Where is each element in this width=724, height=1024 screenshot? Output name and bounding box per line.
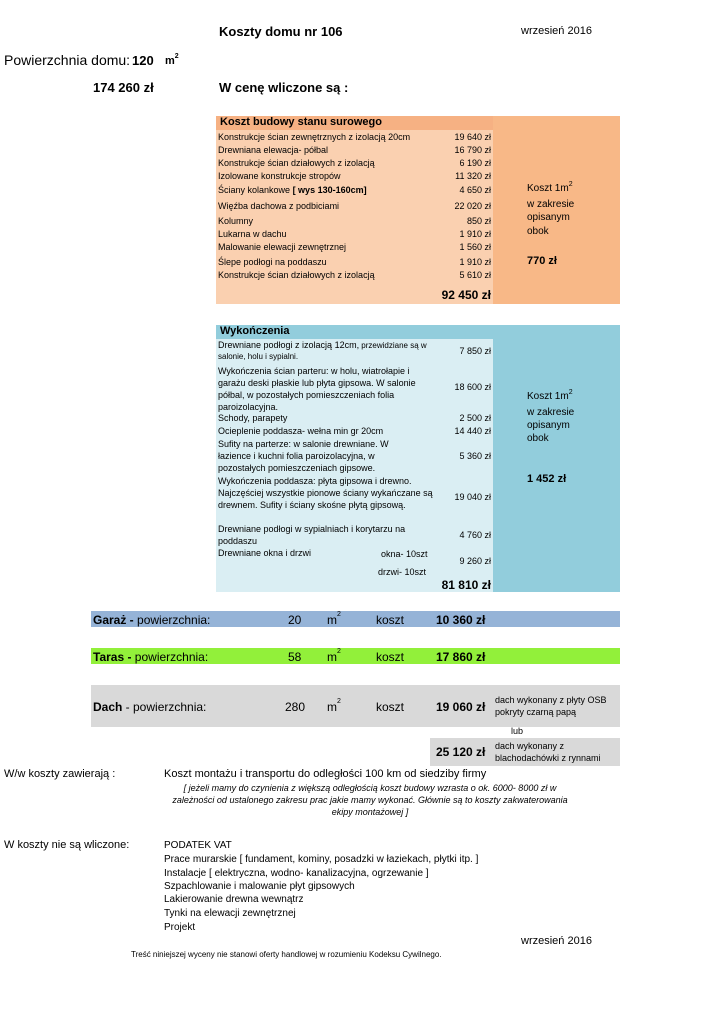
- raw-item-label: Malowanie elewacji zewnętrznej: [218, 242, 347, 252]
- total-price: 174 260 zł: [93, 80, 154, 95]
- excluded-label: W koszty nie są wliczone:: [4, 839, 130, 851]
- footer-disclaimer: Treść niniejszej wyceny nie stanowi oferty handlowej w rozumieniu Kodeksu Cywilnego.: [131, 950, 442, 959]
- finishing-item-value: 19 040 zł: [454, 492, 491, 502]
- roof-area: 280: [285, 700, 306, 714]
- finishing-side-unit-cost-label: Koszt $1m^2$: [527, 389, 573, 402]
- roof-or: lub: [511, 726, 524, 736]
- finishing-item-value: 14 440 zł: [454, 426, 491, 436]
- raw-item-value: 11 320 zł: [455, 171, 491, 181]
- garage-label: Garaż - powierzchnia:: [93, 613, 211, 627]
- area-unit: $m^2$: [165, 53, 179, 67]
- finishing-item-label: Wykończenia ścian parteru: w holu, wiatrołapie i garażu deski płaskie lub płyta gipsowa. W salonie półbal, w pozostałych pomieszczeniach folia paroizolacyjna.: [218, 366, 416, 412]
- header-date: wrzesień 2016: [521, 25, 592, 37]
- finishing-side-price: 1 452 zł: [527, 473, 567, 485]
- raw-item-label: Więźba dachowa z podbiciami: [218, 201, 340, 211]
- finishing-side-text: w zakresie: [527, 407, 575, 418]
- raw-state-heading: Koszt budowy stanu surowego: [220, 116, 382, 128]
- raw-item-value: 1 560 zł: [459, 242, 491, 252]
- finishing-item-value: 7 850 zł: [459, 346, 491, 356]
- finishing-total: 81 810 zł: [441, 578, 491, 592]
- excluded-item: Instalacje [ elektryczna, wodno- kanalizacyjna, ogrzewanie ]: [164, 868, 429, 879]
- windows-count: okna- 10szt: [381, 549, 428, 559]
- excluded-item: Szpachlowanie i malowanie płyt gipsowych: [164, 881, 355, 892]
- raw-item-value: 22 020 zł: [454, 201, 491, 211]
- finishing-side-text: opisanym: [527, 420, 570, 431]
- terrace-label: Taras - powierzchnia:: [93, 650, 209, 664]
- terrace-cost-label: koszt: [376, 650, 405, 664]
- finishing-item-label: Drewniane podłogi w sypialniach i korytarzu na poddaszu: [218, 524, 406, 546]
- raw-item-label: Konstrukcje ścian działowych z izolacją: [218, 270, 375, 280]
- finishing-item-value: 5 360 zł: [459, 451, 491, 461]
- raw-item-label: Ściany kolankowe [ wys 130-160cm]: [218, 185, 367, 195]
- raw-item-value: 16 790 zł: [454, 145, 491, 155]
- raw-side-price: 770 zł: [527, 255, 557, 267]
- excluded-item: Projekt: [164, 922, 196, 933]
- finishing-item-value: 18 600 zł: [454, 382, 491, 392]
- raw-item-label: Izolowane konstrukcje stropów: [218, 171, 341, 181]
- roof-label: Dach - powierzchnia:: [93, 700, 207, 714]
- raw-item-label: Konstrukcje ścian działowych z izolacją: [218, 158, 375, 168]
- raw-item-value: 19 640 zł: [454, 132, 491, 142]
- raw-item-value: 5 610 zł: [459, 270, 491, 280]
- footer-date: wrzesień 2016: [521, 935, 592, 947]
- raw-state-total: 92 450 zł: [441, 288, 491, 302]
- raw-item-value: 850 zł: [466, 216, 491, 226]
- roof-unit: $m^2$: [327, 698, 341, 714]
- garage-unit: $m^2$: [327, 611, 341, 627]
- excluded-item: Prace murarskie [ fundament, kominy, posadzki w łaziekach, płytki itp. ]: [164, 854, 479, 865]
- finishing-side-text: obok: [527, 433, 549, 444]
- included-heading: W cenę wliczone są :: [219, 80, 349, 95]
- garage-area: 20: [288, 613, 302, 627]
- terrace-cost: 17 860 zł: [436, 650, 486, 664]
- finishing-item-value: 4 760 zł: [459, 530, 491, 540]
- roof-desc-osb: dach wykonany z płyty OSB pokryty czarną papą: [495, 695, 607, 717]
- raw-item-label: Konstrukcje ścian zewnętrznych z izolacją 20cm: [218, 132, 411, 142]
- raw-item-value: 6 190 zł: [459, 158, 491, 168]
- roof-desc-tile: dach wykonany z blachodachówki z rynnami: [495, 741, 601, 763]
- raw-side-unit-cost-label: Koszt $1m^2$: [527, 181, 573, 194]
- finishing-side-panel: [493, 325, 620, 592]
- finishing-item-label: Sufity na parterze: w salonie drewniane. W łazience i kuchni folia paroizolacyjna, w pozostałych pomieszczeniach gipsowe.: [218, 439, 389, 473]
- finishing-item-value: 2 500 zł: [459, 413, 491, 423]
- raw-item-label: Drewniana elewacja- półbal: [218, 145, 329, 155]
- finishing-item-label: Ocieplenie poddasza- wełna min gr 20cm: [218, 426, 384, 436]
- area-value: 120: [132, 53, 154, 68]
- finishing-item-label: Wykończenia poddasza: płyta gipsowa i drewno. Najczęściej wszystkie pionowe ściany wykańczane są drewnem. Sufity i ściany skośne płytą gipsową.: [218, 476, 433, 510]
- raw-item-value: 4 650 zł: [459, 185, 491, 195]
- contains-note: [ jeżeli mamy do czynienia z większą odległością koszt budowy wzrasta o ok. 6000- 8000 zł w zależności od ustalonego zakresu prac jakie mamy wykonać. Głównie są to koszty zakwaterowania ekipy montażowej ]: [172, 783, 568, 817]
- raw-side-text: w zakresie: [527, 199, 575, 210]
- finishing-heading: Wykończenia: [220, 325, 290, 337]
- area-label: Powierzchnia domu:: [4, 52, 131, 68]
- excluded-item: Lakierowanie drewna wewnątrz: [164, 894, 304, 905]
- contains-label: W/w koszty zawierają :: [4, 768, 116, 780]
- garage-cost-label: koszt: [376, 613, 405, 627]
- raw-item-value: 1 910 zł: [459, 229, 491, 239]
- doors-count: drzwi- 10szt: [378, 567, 427, 577]
- raw-item-label: Ślepe podłogi na poddaszu: [218, 257, 327, 267]
- finishing-item-value: 9 260 zł: [459, 556, 491, 566]
- page-title: Koszty domu nr 106: [219, 24, 343, 39]
- excluded-item: PODATEK VAT: [164, 840, 232, 851]
- raw-state-side-panel: [493, 116, 620, 304]
- finishing-item-label: Drewniane podłogi z izolacją 12cm, przewidziane są w salonie, holu i sypialni.: [218, 340, 427, 361]
- garage-cost: 10 360 zł: [436, 613, 486, 627]
- roof-cost-label: koszt: [376, 700, 405, 714]
- roof-alt-cost: 25 120 zł: [436, 745, 486, 759]
- raw-side-text: obok: [527, 226, 549, 237]
- raw-item-label: Kolumny: [218, 216, 254, 226]
- excluded-item: Tynki na elewacji zewnętrznej: [164, 908, 296, 919]
- contains-text: Koszt montażu i transportu do odległości 100 km od siedziby firmy: [164, 768, 487, 780]
- terrace-unit: $m^2$: [327, 648, 341, 664]
- finishing-item-label: Schody, parapety: [218, 413, 288, 423]
- raw-side-text: opisanym: [527, 212, 570, 223]
- terrace-area: 58: [288, 650, 302, 664]
- finishing-item-label: Drewniane okna i drzwi: [218, 548, 312, 558]
- raw-item-value: 1 910 zł: [459, 257, 491, 267]
- raw-item-label: Lukarna w dachu: [218, 229, 287, 239]
- roof-cost: 19 060 zł: [436, 700, 486, 714]
